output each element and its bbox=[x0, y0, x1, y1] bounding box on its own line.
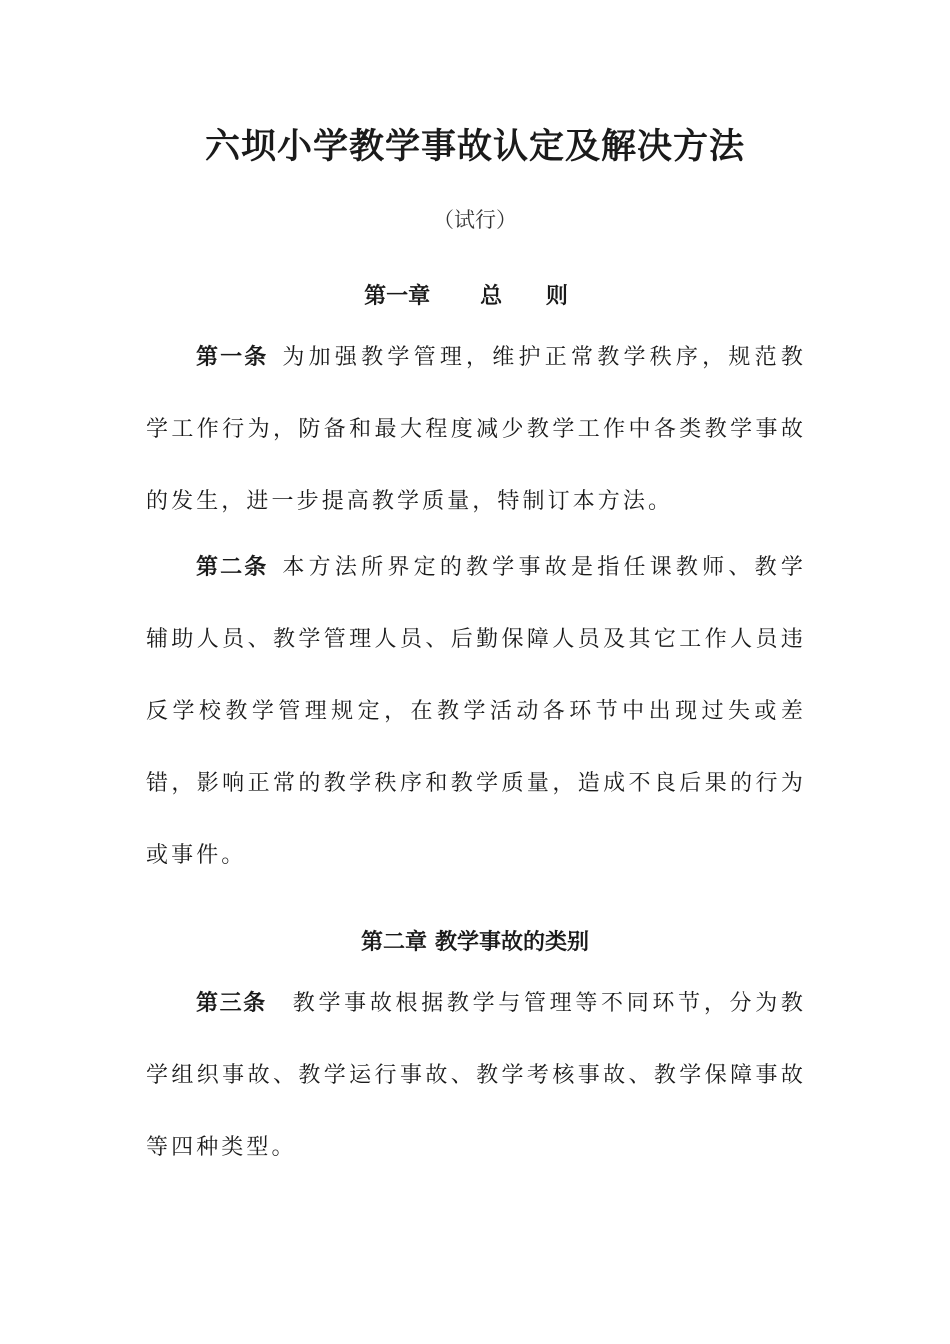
chapter-name: 总 则 bbox=[480, 284, 586, 309]
article-text: 为加强教学管理，维护正常教学秩序，规范教学工作行为，防备和最大程度减少教学工作中各类教学事故的发生，进一步提高教学质量，特制订本方法。 bbox=[146, 345, 806, 514]
article-text: 教学事故根据教学与管理等不同环节，分为教学组织事故、教学运行事故、教学考核事故、教学保障事故等四种类型。 bbox=[146, 991, 806, 1160]
document-title: 六坝小学教学事故认定及解决方法 bbox=[204, 126, 745, 167]
article-text: 本方法所界定的教学事故是指任课教师、教学辅助人员、教学管理人员、后勤保障人员及其它工作人员违反学校教学管理规定，在教学活动各环节中出现过失或差错，影响正常的教学秩序和教学质量，造成不良后果的行为或事件。 bbox=[146, 555, 806, 868]
article-paragraph bbox=[146, 322, 806, 538]
article-paragraph bbox=[146, 532, 806, 892]
document-subtitle: （试行） bbox=[433, 208, 517, 232]
chapter-number: 第二章 bbox=[360, 930, 427, 955]
article-label: 第三条 bbox=[196, 991, 267, 1016]
chapter-heading bbox=[0, 279, 950, 315]
chapter-name: 教学事故的类别 bbox=[435, 930, 590, 955]
article-label: 第二条 bbox=[196, 555, 269, 580]
chapter-number: 第一章 bbox=[364, 284, 431, 309]
article-label: 第一条 bbox=[196, 345, 269, 370]
article-paragraph bbox=[146, 968, 806, 1184]
chapter-heading bbox=[0, 925, 950, 961]
